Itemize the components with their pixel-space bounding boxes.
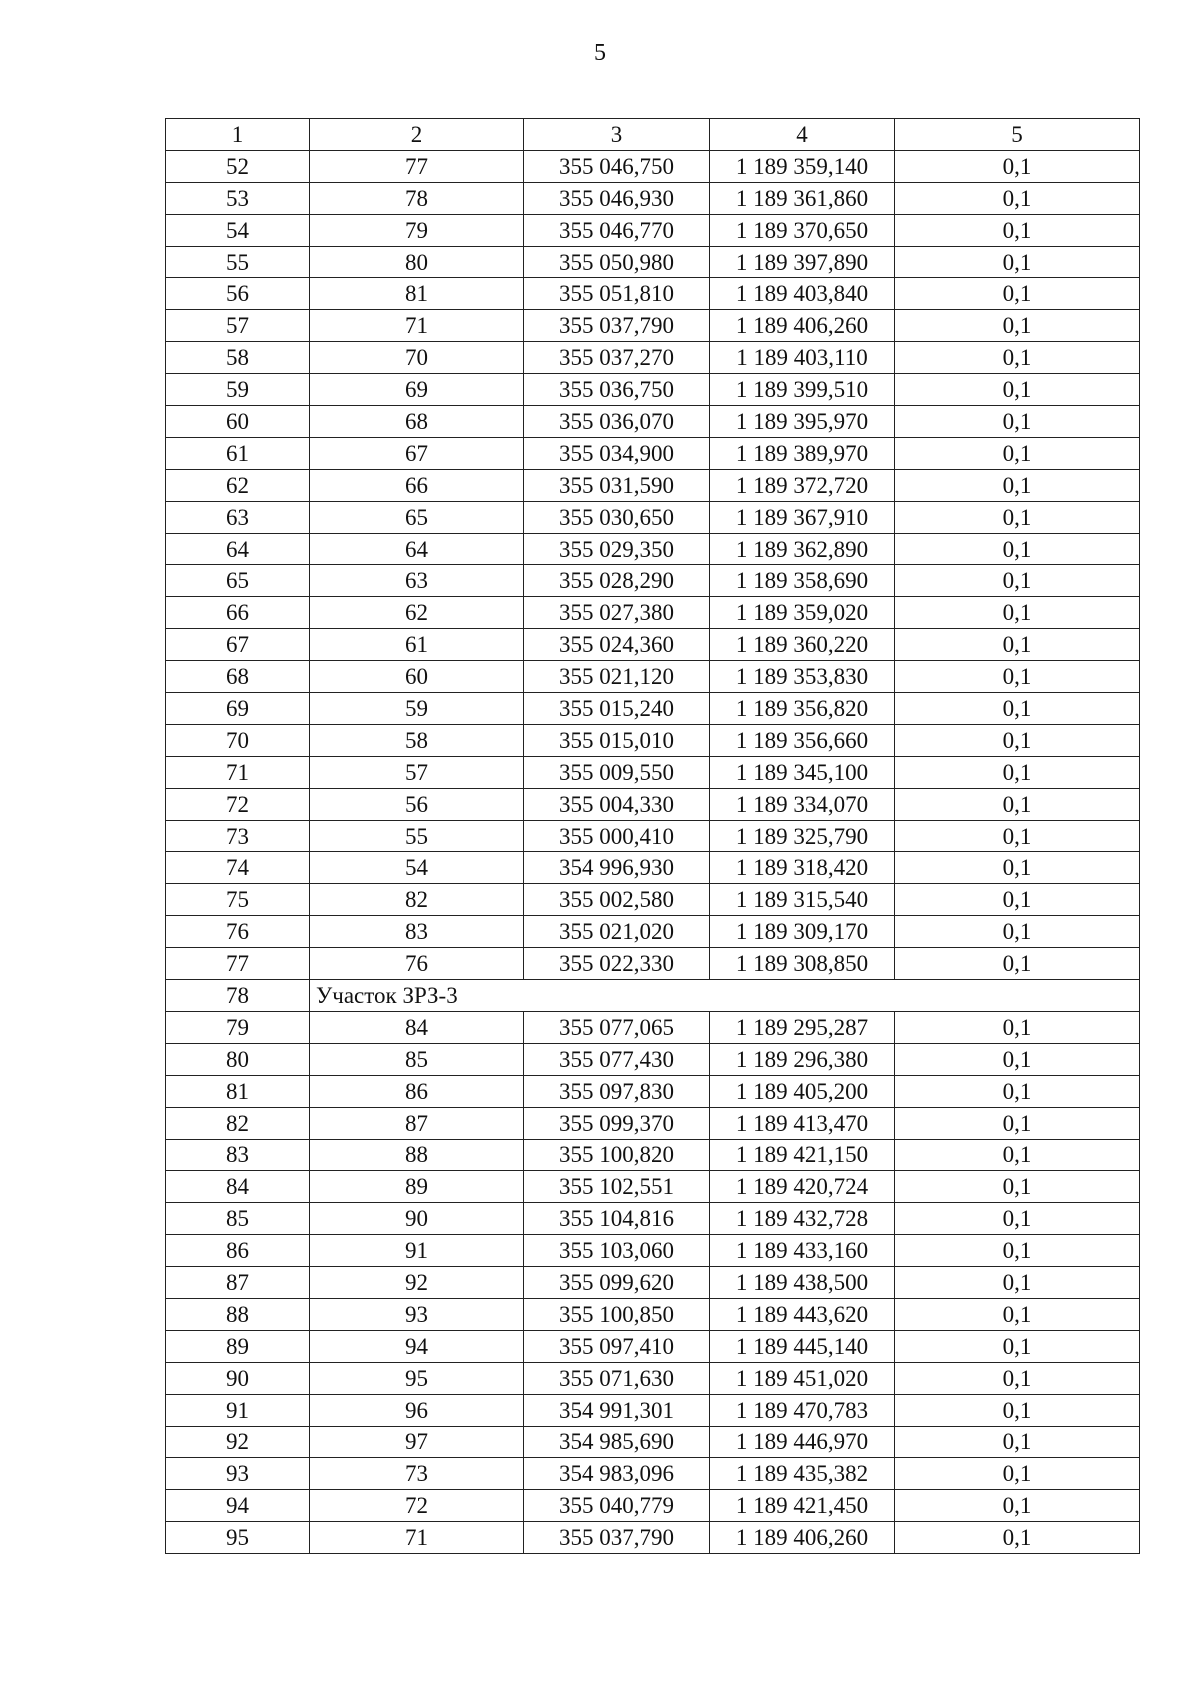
table-row bbox=[166, 1203, 1140, 1235]
table-row bbox=[166, 1458, 1140, 1490]
y-coordinate-cell: 1 189 406,260 bbox=[710, 310, 895, 342]
point-number-cell: 55 bbox=[310, 820, 524, 852]
y-coordinate-cell: 1 189 445,140 bbox=[710, 1330, 895, 1362]
accuracy-cell: 0,1 bbox=[895, 1522, 1140, 1554]
point-number-cell: 65 bbox=[310, 501, 524, 533]
row-number-cell: 77 bbox=[166, 948, 310, 980]
table-row bbox=[166, 948, 1140, 980]
y-coordinate-cell: 1 189 421,150 bbox=[710, 1139, 895, 1171]
table-row bbox=[166, 1107, 1140, 1139]
x-coordinate-cell: 355 021,020 bbox=[524, 916, 710, 948]
row-number-cell: 73 bbox=[166, 820, 310, 852]
point-number-cell: 63 bbox=[310, 565, 524, 597]
x-coordinate-cell: 355 099,370 bbox=[524, 1107, 710, 1139]
accuracy-cell: 0,1 bbox=[895, 533, 1140, 565]
row-number-cell: 90 bbox=[166, 1362, 310, 1394]
y-coordinate-cell: 1 189 446,970 bbox=[710, 1426, 895, 1458]
table-row bbox=[166, 1139, 1140, 1171]
row-number-cell: 70 bbox=[166, 724, 310, 756]
table-row bbox=[166, 852, 1140, 884]
x-coordinate-cell: 355 046,930 bbox=[524, 182, 710, 214]
accuracy-cell: 0,1 bbox=[895, 1490, 1140, 1522]
accuracy-cell: 0,1 bbox=[895, 342, 1140, 374]
accuracy-cell: 0,1 bbox=[895, 1235, 1140, 1267]
accuracy-cell: 0,1 bbox=[895, 214, 1140, 246]
coordinates-table bbox=[165, 118, 1140, 1554]
accuracy-cell: 0,1 bbox=[895, 1139, 1140, 1171]
accuracy-cell: 0,1 bbox=[895, 1107, 1140, 1139]
accuracy-cell: 0,1 bbox=[895, 150, 1140, 182]
x-coordinate-cell: 355 015,010 bbox=[524, 724, 710, 756]
y-coordinate-cell: 1 189 443,620 bbox=[710, 1298, 895, 1330]
row-number-cell: 59 bbox=[166, 374, 310, 406]
accuracy-cell: 0,1 bbox=[895, 1011, 1140, 1043]
point-number-cell: 73 bbox=[310, 1458, 524, 1490]
section-label-cell: Участок ЗРЗ-3 bbox=[310, 980, 1140, 1012]
y-coordinate-cell: 1 189 315,540 bbox=[710, 884, 895, 916]
accuracy-cell: 0,1 bbox=[895, 1362, 1140, 1394]
x-coordinate-cell: 355 040,779 bbox=[524, 1490, 710, 1522]
accuracy-cell: 0,1 bbox=[895, 469, 1140, 501]
table-row bbox=[166, 597, 1140, 629]
x-coordinate-cell: 355 077,430 bbox=[524, 1043, 710, 1075]
table-row bbox=[166, 884, 1140, 916]
point-number-cell: 58 bbox=[310, 724, 524, 756]
point-number-cell: 82 bbox=[310, 884, 524, 916]
point-number-cell: 89 bbox=[310, 1171, 524, 1203]
accuracy-cell: 0,1 bbox=[895, 374, 1140, 406]
row-number-cell: 79 bbox=[166, 1011, 310, 1043]
row-number-cell: 63 bbox=[166, 501, 310, 533]
page-number: 5 bbox=[594, 40, 606, 66]
accuracy-cell: 0,1 bbox=[895, 1203, 1140, 1235]
point-number-cell: 67 bbox=[310, 437, 524, 469]
accuracy-cell: 0,1 bbox=[895, 1394, 1140, 1426]
column-header: 2 bbox=[310, 119, 524, 151]
table-row bbox=[166, 756, 1140, 788]
table-row bbox=[166, 1298, 1140, 1330]
x-coordinate-cell: 355 009,550 bbox=[524, 756, 710, 788]
accuracy-cell: 0,1 bbox=[895, 693, 1140, 725]
table-row bbox=[166, 1522, 1140, 1554]
x-coordinate-cell: 354 983,096 bbox=[524, 1458, 710, 1490]
row-number-cell: 56 bbox=[166, 278, 310, 310]
point-number-cell: 69 bbox=[310, 374, 524, 406]
y-coordinate-cell: 1 189 362,890 bbox=[710, 533, 895, 565]
y-coordinate-cell: 1 189 389,970 bbox=[710, 437, 895, 469]
accuracy-cell: 0,1 bbox=[895, 852, 1140, 884]
accuracy-cell: 0,1 bbox=[895, 884, 1140, 916]
accuracy-cell: 0,1 bbox=[895, 948, 1140, 980]
row-number-cell: 78 bbox=[166, 980, 310, 1012]
x-coordinate-cell: 355 097,410 bbox=[524, 1330, 710, 1362]
row-number-cell: 53 bbox=[166, 182, 310, 214]
table-row bbox=[166, 661, 1140, 693]
point-number-cell: 91 bbox=[310, 1235, 524, 1267]
y-coordinate-cell: 1 189 345,100 bbox=[710, 756, 895, 788]
y-coordinate-cell: 1 189 309,170 bbox=[710, 916, 895, 948]
accuracy-cell: 0,1 bbox=[895, 788, 1140, 820]
column-header: 4 bbox=[710, 119, 895, 151]
y-coordinate-cell: 1 189 353,830 bbox=[710, 661, 895, 693]
point-number-cell: 81 bbox=[310, 278, 524, 310]
y-coordinate-cell: 1 189 413,470 bbox=[710, 1107, 895, 1139]
y-coordinate-cell: 1 189 432,728 bbox=[710, 1203, 895, 1235]
x-coordinate-cell: 355 002,580 bbox=[524, 884, 710, 916]
accuracy-cell: 0,1 bbox=[895, 278, 1140, 310]
table-row bbox=[166, 1394, 1140, 1426]
x-coordinate-cell: 355 046,770 bbox=[524, 214, 710, 246]
point-number-cell: 54 bbox=[310, 852, 524, 884]
accuracy-cell: 0,1 bbox=[895, 724, 1140, 756]
column-header: 1 bbox=[166, 119, 310, 151]
table-row bbox=[166, 916, 1140, 948]
point-number-cell: 68 bbox=[310, 406, 524, 438]
point-number-cell: 78 bbox=[310, 182, 524, 214]
row-number-cell: 93 bbox=[166, 1458, 310, 1490]
x-coordinate-cell: 355 031,590 bbox=[524, 469, 710, 501]
table-row bbox=[166, 724, 1140, 756]
accuracy-cell: 0,1 bbox=[895, 406, 1140, 438]
accuracy-cell: 0,1 bbox=[895, 246, 1140, 278]
table-row bbox=[166, 1362, 1140, 1394]
table-row bbox=[166, 1330, 1140, 1362]
x-coordinate-cell: 355 030,650 bbox=[524, 501, 710, 533]
point-number-cell: 62 bbox=[310, 597, 524, 629]
point-number-cell: 57 bbox=[310, 756, 524, 788]
table-row bbox=[166, 533, 1140, 565]
row-number-cell: 94 bbox=[166, 1490, 310, 1522]
accuracy-cell: 0,1 bbox=[895, 629, 1140, 661]
x-coordinate-cell: 355 102,551 bbox=[524, 1171, 710, 1203]
point-number-cell: 79 bbox=[310, 214, 524, 246]
x-coordinate-cell: 355 022,330 bbox=[524, 948, 710, 980]
x-coordinate-cell: 355 004,330 bbox=[524, 788, 710, 820]
table-row bbox=[166, 1235, 1140, 1267]
accuracy-cell: 0,1 bbox=[895, 1075, 1140, 1107]
accuracy-cell: 0,1 bbox=[895, 820, 1140, 852]
y-coordinate-cell: 1 189 296,380 bbox=[710, 1043, 895, 1075]
point-number-cell: 66 bbox=[310, 469, 524, 501]
row-number-cell: 82 bbox=[166, 1107, 310, 1139]
point-number-cell: 94 bbox=[310, 1330, 524, 1362]
point-number-cell: 92 bbox=[310, 1267, 524, 1299]
y-coordinate-cell: 1 189 325,790 bbox=[710, 820, 895, 852]
x-coordinate-cell: 355 037,790 bbox=[524, 310, 710, 342]
point-number-cell: 93 bbox=[310, 1298, 524, 1330]
point-number-cell: 87 bbox=[310, 1107, 524, 1139]
table-row bbox=[166, 246, 1140, 278]
row-number-cell: 64 bbox=[166, 533, 310, 565]
table-row bbox=[166, 1267, 1140, 1299]
row-number-cell: 74 bbox=[166, 852, 310, 884]
point-number-cell: 60 bbox=[310, 661, 524, 693]
point-number-cell: 90 bbox=[310, 1203, 524, 1235]
x-coordinate-cell: 355 015,240 bbox=[524, 693, 710, 725]
point-number-cell: 85 bbox=[310, 1043, 524, 1075]
point-number-cell: 64 bbox=[310, 533, 524, 565]
y-coordinate-cell: 1 189 356,820 bbox=[710, 693, 895, 725]
x-coordinate-cell: 354 991,301 bbox=[524, 1394, 710, 1426]
x-coordinate-cell: 355 028,290 bbox=[524, 565, 710, 597]
point-number-cell: 72 bbox=[310, 1490, 524, 1522]
row-number-cell: 92 bbox=[166, 1426, 310, 1458]
y-coordinate-cell: 1 189 370,650 bbox=[710, 214, 895, 246]
accuracy-cell: 0,1 bbox=[895, 182, 1140, 214]
row-number-cell: 69 bbox=[166, 693, 310, 725]
x-coordinate-cell: 354 985,690 bbox=[524, 1426, 710, 1458]
row-number-cell: 81 bbox=[166, 1075, 310, 1107]
point-number-cell: 95 bbox=[310, 1362, 524, 1394]
y-coordinate-cell: 1 189 318,420 bbox=[710, 852, 895, 884]
table-row bbox=[166, 788, 1140, 820]
row-number-cell: 83 bbox=[166, 1139, 310, 1171]
y-coordinate-cell: 1 189 372,720 bbox=[710, 469, 895, 501]
y-coordinate-cell: 1 189 405,200 bbox=[710, 1075, 895, 1107]
row-number-cell: 61 bbox=[166, 437, 310, 469]
table-row bbox=[166, 278, 1140, 310]
row-number-cell: 85 bbox=[166, 1203, 310, 1235]
accuracy-cell: 0,1 bbox=[895, 1426, 1140, 1458]
y-coordinate-cell: 1 189 360,220 bbox=[710, 629, 895, 661]
y-coordinate-cell: 1 189 358,690 bbox=[710, 565, 895, 597]
table-row bbox=[166, 629, 1140, 661]
table-row bbox=[166, 150, 1140, 182]
accuracy-cell: 0,1 bbox=[895, 437, 1140, 469]
point-number-cell: 84 bbox=[310, 1011, 524, 1043]
point-number-cell: 70 bbox=[310, 342, 524, 374]
table-row bbox=[166, 214, 1140, 246]
y-coordinate-cell: 1 189 361,860 bbox=[710, 182, 895, 214]
row-number-cell: 55 bbox=[166, 246, 310, 278]
row-number-cell: 84 bbox=[166, 1171, 310, 1203]
x-coordinate-cell: 355 099,620 bbox=[524, 1267, 710, 1299]
x-coordinate-cell: 355 036,750 bbox=[524, 374, 710, 406]
y-coordinate-cell: 1 189 367,910 bbox=[710, 501, 895, 533]
x-coordinate-cell: 355 021,120 bbox=[524, 661, 710, 693]
point-number-cell: 76 bbox=[310, 948, 524, 980]
y-coordinate-cell: 1 189 438,500 bbox=[710, 1267, 895, 1299]
table-row bbox=[166, 342, 1140, 374]
accuracy-cell: 0,1 bbox=[895, 1458, 1140, 1490]
row-number-cell: 88 bbox=[166, 1298, 310, 1330]
table-row bbox=[166, 1171, 1140, 1203]
table-row bbox=[166, 1426, 1140, 1458]
y-coordinate-cell: 1 189 433,160 bbox=[710, 1235, 895, 1267]
table-row bbox=[166, 1490, 1140, 1522]
point-number-cell: 56 bbox=[310, 788, 524, 820]
x-coordinate-cell: 355 046,750 bbox=[524, 150, 710, 182]
row-number-cell: 80 bbox=[166, 1043, 310, 1075]
x-coordinate-cell: 355 027,380 bbox=[524, 597, 710, 629]
x-coordinate-cell: 355 100,820 bbox=[524, 1139, 710, 1171]
row-number-cell: 75 bbox=[166, 884, 310, 916]
row-number-cell: 91 bbox=[166, 1394, 310, 1426]
y-coordinate-cell: 1 189 470,783 bbox=[710, 1394, 895, 1426]
table-row bbox=[166, 820, 1140, 852]
point-number-cell: 88 bbox=[310, 1139, 524, 1171]
point-number-cell: 61 bbox=[310, 629, 524, 661]
row-number-cell: 95 bbox=[166, 1522, 310, 1554]
y-coordinate-cell: 1 189 399,510 bbox=[710, 374, 895, 406]
point-number-cell: 97 bbox=[310, 1426, 524, 1458]
row-number-cell: 71 bbox=[166, 756, 310, 788]
column-header: 5 bbox=[895, 119, 1140, 151]
point-number-cell: 71 bbox=[310, 1522, 524, 1554]
table-row bbox=[166, 469, 1140, 501]
row-number-cell: 67 bbox=[166, 629, 310, 661]
row-number-cell: 57 bbox=[166, 310, 310, 342]
row-number-cell: 76 bbox=[166, 916, 310, 948]
table-row bbox=[166, 693, 1140, 725]
accuracy-cell: 0,1 bbox=[895, 756, 1140, 788]
table-header-row bbox=[166, 119, 1140, 151]
row-number-cell: 65 bbox=[166, 565, 310, 597]
x-coordinate-cell: 355 034,900 bbox=[524, 437, 710, 469]
point-number-cell: 96 bbox=[310, 1394, 524, 1426]
accuracy-cell: 0,1 bbox=[895, 916, 1140, 948]
x-coordinate-cell: 355 103,060 bbox=[524, 1235, 710, 1267]
y-coordinate-cell: 1 189 395,970 bbox=[710, 406, 895, 438]
table-body bbox=[166, 150, 1140, 1553]
y-coordinate-cell: 1 189 308,850 bbox=[710, 948, 895, 980]
accuracy-cell: 0,1 bbox=[895, 1330, 1140, 1362]
table-row bbox=[166, 374, 1140, 406]
x-coordinate-cell: 355 036,070 bbox=[524, 406, 710, 438]
row-number-cell: 52 bbox=[166, 150, 310, 182]
accuracy-cell: 0,1 bbox=[895, 597, 1140, 629]
table-row bbox=[166, 437, 1140, 469]
accuracy-cell: 0,1 bbox=[895, 1171, 1140, 1203]
table-row bbox=[166, 501, 1140, 533]
y-coordinate-cell: 1 189 359,140 bbox=[710, 150, 895, 182]
row-number-cell: 89 bbox=[166, 1330, 310, 1362]
x-coordinate-cell: 355 037,790 bbox=[524, 1522, 710, 1554]
row-number-cell: 68 bbox=[166, 661, 310, 693]
y-coordinate-cell: 1 189 451,020 bbox=[710, 1362, 895, 1394]
row-number-cell: 86 bbox=[166, 1235, 310, 1267]
y-coordinate-cell: 1 189 421,450 bbox=[710, 1490, 895, 1522]
point-number-cell: 80 bbox=[310, 246, 524, 278]
table-row bbox=[166, 406, 1140, 438]
y-coordinate-cell: 1 189 403,110 bbox=[710, 342, 895, 374]
point-number-cell: 71 bbox=[310, 310, 524, 342]
x-coordinate-cell: 355 100,850 bbox=[524, 1298, 710, 1330]
y-coordinate-cell: 1 189 397,890 bbox=[710, 246, 895, 278]
row-number-cell: 66 bbox=[166, 597, 310, 629]
x-coordinate-cell: 354 996,930 bbox=[524, 852, 710, 884]
x-coordinate-cell: 355 097,830 bbox=[524, 1075, 710, 1107]
table-row bbox=[166, 1075, 1140, 1107]
point-number-cell: 83 bbox=[310, 916, 524, 948]
point-number-cell: 86 bbox=[310, 1075, 524, 1107]
table-row bbox=[166, 182, 1140, 214]
table-row bbox=[166, 1011, 1140, 1043]
section-row bbox=[166, 980, 1140, 1012]
y-coordinate-cell: 1 189 334,070 bbox=[710, 788, 895, 820]
row-number-cell: 54 bbox=[166, 214, 310, 246]
y-coordinate-cell: 1 189 356,660 bbox=[710, 724, 895, 756]
table-row bbox=[166, 565, 1140, 597]
x-coordinate-cell: 355 051,810 bbox=[524, 278, 710, 310]
accuracy-cell: 0,1 bbox=[895, 1043, 1140, 1075]
x-coordinate-cell: 355 000,410 bbox=[524, 820, 710, 852]
accuracy-cell: 0,1 bbox=[895, 310, 1140, 342]
x-coordinate-cell: 355 104,816 bbox=[524, 1203, 710, 1235]
accuracy-cell: 0,1 bbox=[895, 565, 1140, 597]
y-coordinate-cell: 1 189 359,020 bbox=[710, 597, 895, 629]
row-number-cell: 58 bbox=[166, 342, 310, 374]
y-coordinate-cell: 1 189 435,382 bbox=[710, 1458, 895, 1490]
row-number-cell: 60 bbox=[166, 406, 310, 438]
point-number-cell: 77 bbox=[310, 150, 524, 182]
column-header: 3 bbox=[524, 119, 710, 151]
table-row bbox=[166, 1043, 1140, 1075]
row-number-cell: 62 bbox=[166, 469, 310, 501]
accuracy-cell: 0,1 bbox=[895, 501, 1140, 533]
y-coordinate-cell: 1 189 406,260 bbox=[710, 1522, 895, 1554]
accuracy-cell: 0,1 bbox=[895, 1267, 1140, 1299]
x-coordinate-cell: 355 077,065 bbox=[524, 1011, 710, 1043]
row-number-cell: 72 bbox=[166, 788, 310, 820]
table-row bbox=[166, 310, 1140, 342]
y-coordinate-cell: 1 189 295,287 bbox=[710, 1011, 895, 1043]
x-coordinate-cell: 355 050,980 bbox=[524, 246, 710, 278]
x-coordinate-cell: 355 071,630 bbox=[524, 1362, 710, 1394]
x-coordinate-cell: 355 024,360 bbox=[524, 629, 710, 661]
x-coordinate-cell: 355 029,350 bbox=[524, 533, 710, 565]
y-coordinate-cell: 1 189 420,724 bbox=[710, 1171, 895, 1203]
row-number-cell: 87 bbox=[166, 1267, 310, 1299]
accuracy-cell: 0,1 bbox=[895, 661, 1140, 693]
point-number-cell: 59 bbox=[310, 693, 524, 725]
accuracy-cell: 0,1 bbox=[895, 1298, 1140, 1330]
y-coordinate-cell: 1 189 403,840 bbox=[710, 278, 895, 310]
x-coordinate-cell: 355 037,270 bbox=[524, 342, 710, 374]
